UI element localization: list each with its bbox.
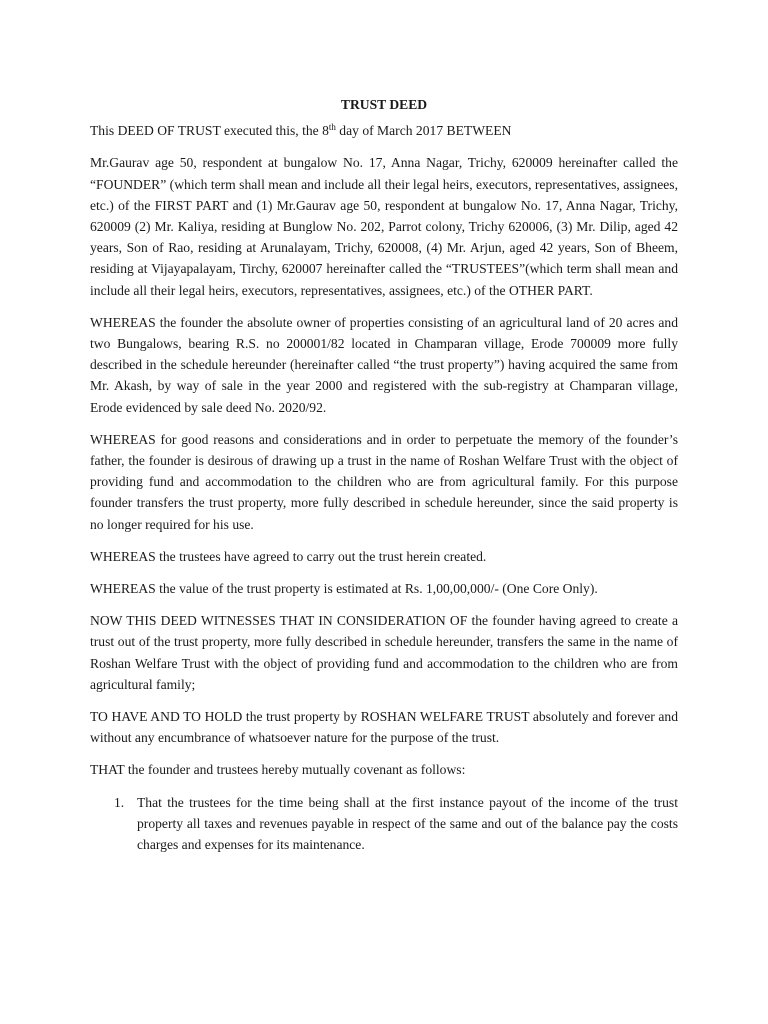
- intro-ordinal-suffix: th: [328, 122, 336, 133]
- habendum-paragraph: TO HAVE AND TO HOLD the trust property by ROSHAN WELFARE TRUST absolutely and forever and without any encumbrance of whatsoever nature for the purpose of the trust.: [90, 709, 678, 746]
- whereas-ownership-paragraph: WHEREAS the founder the absolute owner of properties consisting of an agricultural land of 20 acres and two Bungalows, bearing R.S. no 200001/82 located in Champaran village, Erode 700009 more fully described in the schedule hereunder (hereinafter called “the trust property”) having acquired the same from Mr. Akash, by way of sale in the year 2000 and registered with the sub-registry at Champaran village, Erode evidenced by sale deed No. 2020/92.: [90, 314, 678, 415]
- intro-paragraph: [90, 120, 678, 141]
- document-page: [90, 94, 678, 855]
- whereas-value-paragraph: WHEREAS the value of the trust property is estimated at Rs. 1,00,00,000/- (One Core Only).: [90, 581, 598, 597]
- whereas-purpose-paragraph: WHEREAS for good reasons and considerations and in order to perpetuate the memory of the founder’s father, the founder is desirous of drawing up a trust in the name of Roshan Welfare Trust with the object of providing fund and accommodation to the children who are from agricultural family. For this purpose founder transfers the trust property, more fully described in schedule hereunder, since the said property is no longer required for his use.: [90, 431, 678, 532]
- covenant-intro-paragraph: THAT the founder and trustees hereby mutually covenant as follows:: [90, 762, 466, 778]
- parties-paragraph: Mr.Gaurav age 50, respondent at bungalow No. 17, Anna Nagar, Trichy, 620009 hereinafter called the “FOUNDER” (which term shall mean and include all their legal heirs, executors, representatives, assignees, etc.) of the FIRST PART and (1) Mr.Gaurav age 50, respondent at bungalow No. 17, Anna Nagar, Trichy, 620009 (2) Mr. Kaliya, residing at Bunglow No. 202, Parrot colony, Trichy 620006, (3) Mr. Dilip, aged 42 years, Son of Rao, residing at Arunalayam, Trichy, 620008, (4) Mr. Arjun, aged 42 years, Son of Bheem, residing at Vijayapalayam, Tirchy, 620007 hereinafter called the “TRUSTEES”(which term shall mean and include all their legal heirs, executors, representatives, assignees, etc.) of the OTHER PART.: [90, 155, 678, 298]
- list-item-number: 1.: [114, 794, 125, 810]
- intro-text-before: This DEED OF TRUST executed this, the 8: [90, 123, 329, 139]
- document-title: TRUST DEED: [340, 97, 428, 112]
- list-item-text: That the trustees for the time being shall at the first instance payout of the income of the trust property all taxes and revenues payable in respect of the same and out of the balance pay the costs charges and expenses for its maintenance.: [137, 794, 678, 853]
- whereas-trustees-paragraph: WHEREAS the trustees have agreed to carry out the trust herein created.: [90, 548, 487, 564]
- witnesses-paragraph: NOW THIS DEED WITNESSES THAT IN CONSIDERATION OF the founder having agreed to create a trust out of the trust property, more fully described in schedule hereunder, transfers the same in the name of Roshan Welfare Trust with the object of providing fund and accommodation to the children who are from agricultural family;: [90, 613, 678, 692]
- covenant-list: [90, 792, 678, 856]
- list-item: [90, 792, 678, 856]
- intro-text-after: day of March 2017 BETWEEN: [335, 123, 512, 139]
